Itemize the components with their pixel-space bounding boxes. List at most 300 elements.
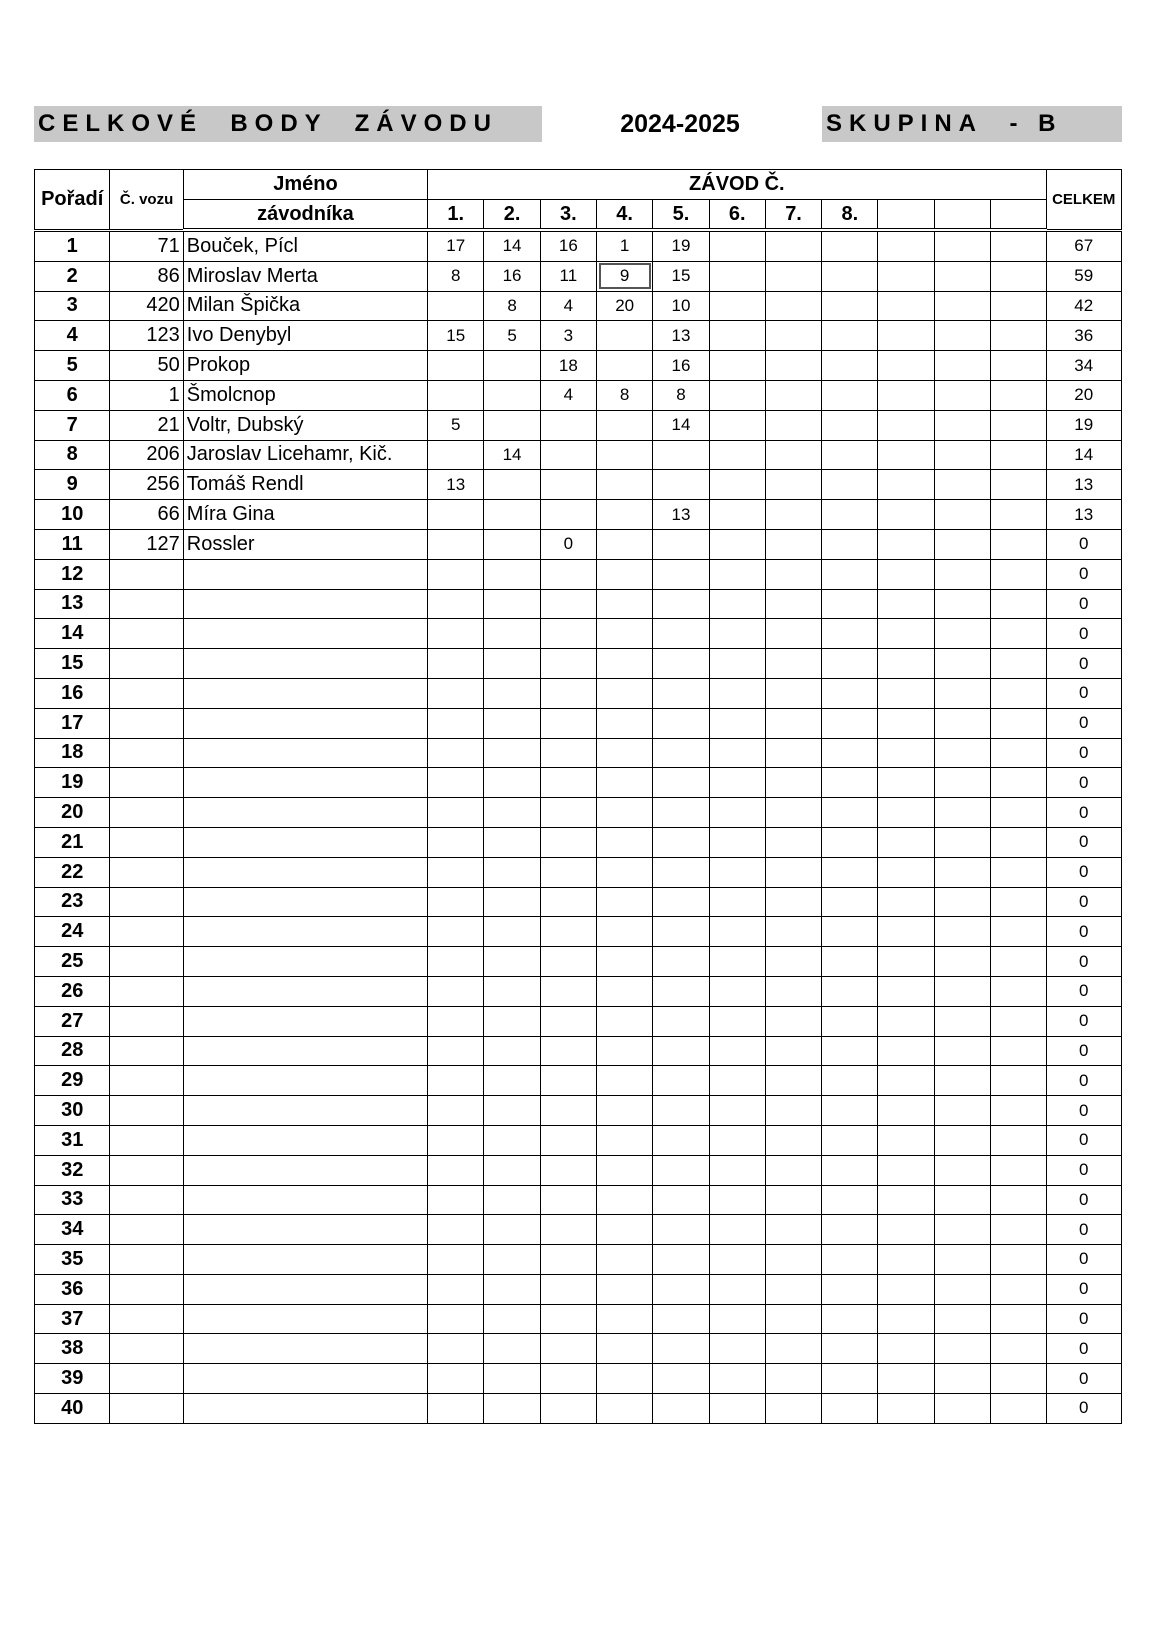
race-points-cell[interactable] [822,917,878,947]
race-points-cell[interactable] [709,1125,765,1155]
race-points-cell[interactable] [428,1304,484,1334]
race-points-cell[interactable] [428,768,484,798]
race-points-cell[interactable] [765,678,821,708]
race-points-cell[interactable]: 11 [540,261,596,291]
race-points-cell[interactable] [934,1364,990,1394]
race-points-cell[interactable] [765,976,821,1006]
race-points-cell[interactable] [991,1364,1046,1394]
race-points-cell[interactable] [540,798,596,828]
race-points-cell[interactable] [991,708,1046,738]
race-points-cell[interactable] [428,500,484,530]
race-points-cell[interactable]: 1 [597,230,653,261]
race-points-cell[interactable] [934,917,990,947]
race-points-cell[interactable] [878,738,934,768]
race-points-cell[interactable] [540,1066,596,1096]
car-number-cell[interactable] [110,947,183,977]
driver-name-cell[interactable] [183,1394,427,1424]
driver-name-cell[interactable]: Miroslav Merta [183,261,427,291]
driver-name-cell[interactable] [183,1304,427,1334]
race-points-cell[interactable] [597,1274,653,1304]
race-points-cell[interactable] [822,1215,878,1245]
driver-name-cell[interactable] [183,827,427,857]
race-points-cell[interactable] [484,798,540,828]
race-points-cell[interactable]: 14 [653,410,709,440]
car-number-cell[interactable] [110,798,183,828]
race-points-cell[interactable] [991,380,1046,410]
race-points-cell[interactable] [653,798,709,828]
race-points-cell[interactable] [765,351,821,381]
race-points-cell[interactable] [484,380,540,410]
driver-name-cell[interactable]: Rossler [183,529,427,559]
race-points-cell[interactable] [540,410,596,440]
race-points-cell[interactable] [822,649,878,679]
race-points-cell[interactable] [765,1155,821,1185]
race-points-cell[interactable] [765,738,821,768]
race-points-cell[interactable] [822,1006,878,1036]
race-points-cell[interactable] [428,1215,484,1245]
race-points-cell[interactable] [653,1334,709,1364]
car-number-cell[interactable]: 21 [110,410,183,440]
race-points-cell[interactable] [428,619,484,649]
race-points-cell[interactable] [991,1125,1046,1155]
race-points-cell[interactable] [428,917,484,947]
race-points-cell[interactable] [878,230,934,261]
race-points-cell[interactable] [878,351,934,381]
race-points-cell[interactable] [484,1364,540,1394]
car-number-cell[interactable]: 206 [110,440,183,470]
race-points-cell[interactable]: 13 [653,321,709,351]
driver-name-cell[interactable]: Míra Gina [183,500,427,530]
car-number-cell[interactable]: 420 [110,291,183,321]
race-points-cell[interactable] [765,529,821,559]
race-points-cell[interactable] [709,976,765,1006]
race-points-cell[interactable] [934,947,990,977]
race-points-cell[interactable] [822,1245,878,1275]
race-points-cell[interactable] [653,917,709,947]
driver-name-cell[interactable] [183,649,427,679]
race-points-cell[interactable] [484,619,540,649]
race-points-cell[interactable] [878,768,934,798]
race-points-cell[interactable] [540,738,596,768]
race-points-cell[interactable] [653,1066,709,1096]
race-points-cell[interactable] [653,559,709,589]
race-points-cell[interactable] [878,976,934,1006]
race-points-cell[interactable] [597,708,653,738]
race-points-cell[interactable] [991,589,1046,619]
race-points-cell[interactable] [484,738,540,768]
race-points-cell[interactable] [822,1036,878,1066]
driver-name-cell[interactable] [183,1006,427,1036]
race-points-cell[interactable] [428,827,484,857]
race-points-cell[interactable] [765,1334,821,1364]
race-points-cell[interactable] [428,1096,484,1126]
race-points-cell[interactable] [934,589,990,619]
race-points-cell[interactable] [822,1155,878,1185]
race-points-cell[interactable] [822,1066,878,1096]
race-points-cell[interactable] [709,230,765,261]
race-points-cell[interactable] [765,649,821,679]
race-points-cell[interactable] [765,500,821,530]
race-points-cell[interactable] [991,887,1046,917]
race-points-cell[interactable] [709,291,765,321]
race-points-cell[interactable] [540,1096,596,1126]
race-points-cell[interactable] [822,1304,878,1334]
race-points-cell[interactable] [597,1304,653,1334]
race-points-cell[interactable] [428,1394,484,1424]
race-points-cell[interactable] [934,500,990,530]
race-points-cell[interactable] [878,678,934,708]
race-points-cell[interactable] [822,768,878,798]
race-points-cell[interactable] [991,1096,1046,1126]
race-points-cell[interactable]: 15 [653,261,709,291]
car-number-cell[interactable] [110,738,183,768]
race-points-cell[interactable] [934,291,990,321]
race-points-cell[interactable] [991,470,1046,500]
race-points-cell[interactable] [822,887,878,917]
race-points-cell[interactable] [991,410,1046,440]
race-points-cell[interactable] [765,380,821,410]
car-number-cell[interactable] [110,857,183,887]
race-points-cell[interactable] [822,440,878,470]
race-points-cell[interactable] [597,1066,653,1096]
race-points-cell[interactable] [540,440,596,470]
race-points-cell[interactable] [709,708,765,738]
race-points-cell[interactable] [934,1245,990,1275]
race-points-cell[interactable] [428,738,484,768]
race-points-cell[interactable] [484,1245,540,1275]
race-points-cell[interactable] [428,351,484,381]
race-points-cell[interactable] [484,1274,540,1304]
race-points-cell[interactable] [597,1245,653,1275]
race-points-cell[interactable] [597,798,653,828]
race-points-cell[interactable] [597,947,653,977]
race-points-cell[interactable] [597,887,653,917]
race-points-cell[interactable] [540,1006,596,1036]
driver-name-cell[interactable] [183,619,427,649]
race-points-cell[interactable] [934,738,990,768]
race-points-cell[interactable] [934,619,990,649]
race-points-cell[interactable] [709,1304,765,1334]
race-points-cell[interactable] [934,1394,990,1424]
race-points-cell[interactable]: 10 [653,291,709,321]
race-points-cell[interactable] [653,589,709,619]
race-points-cell[interactable] [878,1155,934,1185]
race-points-cell[interactable] [653,738,709,768]
driver-name-cell[interactable]: Bouček, Pícl [183,230,427,261]
race-points-cell[interactable] [709,857,765,887]
race-points-cell[interactable] [822,827,878,857]
race-points-cell[interactable] [709,1215,765,1245]
race-points-cell[interactable] [934,529,990,559]
race-points-cell[interactable] [428,559,484,589]
race-points-cell[interactable] [934,470,990,500]
race-points-cell[interactable] [878,619,934,649]
race-points-cell[interactable] [540,887,596,917]
race-points-cell[interactable] [484,857,540,887]
race-points-cell[interactable] [653,857,709,887]
race-points-cell[interactable] [709,410,765,440]
race-points-cell[interactable] [878,1066,934,1096]
driver-name-cell[interactable] [183,1066,427,1096]
race-points-cell[interactable] [822,678,878,708]
race-points-cell[interactable] [765,708,821,738]
car-number-cell[interactable] [110,1066,183,1096]
race-points-cell[interactable] [709,321,765,351]
race-points-cell[interactable] [934,1215,990,1245]
race-points-cell[interactable] [540,1364,596,1394]
car-number-cell[interactable]: 127 [110,529,183,559]
race-points-cell[interactable] [653,619,709,649]
race-points-cell[interactable] [484,768,540,798]
race-points-cell[interactable] [709,947,765,977]
race-points-cell[interactable] [597,410,653,440]
race-points-cell[interactable] [484,410,540,440]
car-number-cell[interactable] [110,589,183,619]
race-points-cell[interactable] [878,947,934,977]
race-points-cell[interactable] [878,917,934,947]
race-points-cell[interactable] [878,1096,934,1126]
race-points-cell[interactable] [484,559,540,589]
driver-name-cell[interactable]: Milan Špička [183,291,427,321]
race-points-cell[interactable] [484,1155,540,1185]
race-points-cell[interactable] [934,976,990,1006]
race-points-cell[interactable] [597,559,653,589]
race-points-cell[interactable] [878,500,934,530]
race-points-cell[interactable] [597,827,653,857]
race-points-cell[interactable] [991,768,1046,798]
race-points-cell[interactable]: 5 [484,321,540,351]
race-points-cell[interactable] [765,1215,821,1245]
race-points-cell[interactable] [709,1334,765,1364]
race-points-cell[interactable] [878,857,934,887]
race-points-cell[interactable] [597,1155,653,1185]
race-points-cell[interactable] [428,1006,484,1036]
race-points-cell[interactable] [822,230,878,261]
race-points-cell[interactable] [765,1394,821,1424]
race-points-cell[interactable] [934,1096,990,1126]
race-points-cell[interactable] [597,1036,653,1066]
race-points-cell[interactable] [878,559,934,589]
race-points-cell[interactable] [428,440,484,470]
race-points-cell[interactable] [822,1125,878,1155]
car-number-cell[interactable] [110,1245,183,1275]
race-points-cell[interactable] [428,976,484,1006]
race-points-cell[interactable] [934,768,990,798]
race-points-cell[interactable] [765,230,821,261]
race-points-cell[interactable] [822,1096,878,1126]
race-points-cell[interactable] [991,678,1046,708]
race-points-cell[interactable] [765,470,821,500]
race-points-cell[interactable] [709,1394,765,1424]
race-points-cell[interactable] [878,1394,934,1424]
race-points-cell[interactable] [991,738,1046,768]
race-points-cell[interactable]: 8 [428,261,484,291]
race-points-cell[interactable] [428,380,484,410]
race-points-cell[interactable] [709,1006,765,1036]
race-points-cell[interactable] [653,768,709,798]
race-points-cell[interactable] [709,261,765,291]
race-points-cell[interactable]: 3 [540,321,596,351]
race-points-cell[interactable] [822,976,878,1006]
race-points-cell[interactable] [822,351,878,381]
race-points-cell[interactable] [991,230,1046,261]
race-points-cell[interactable] [709,827,765,857]
race-points-cell[interactable] [765,410,821,440]
race-points-cell[interactable] [540,1245,596,1275]
race-points-cell[interactable] [597,1185,653,1215]
race-points-cell[interactable] [765,559,821,589]
race-points-cell[interactable] [765,1036,821,1066]
race-points-cell[interactable]: 14 [484,230,540,261]
race-points-cell[interactable] [540,678,596,708]
race-points-cell[interactable] [540,947,596,977]
race-points-cell[interactable] [991,500,1046,530]
race-points-cell[interactable] [934,678,990,708]
race-points-cell[interactable] [934,351,990,381]
race-points-cell[interactable] [822,798,878,828]
race-points-cell[interactable] [709,619,765,649]
race-points-cell[interactable] [878,887,934,917]
driver-name-cell[interactable] [183,589,427,619]
race-points-cell[interactable] [765,1185,821,1215]
race-points-cell[interactable] [878,410,934,440]
race-points-cell[interactable] [540,1304,596,1334]
race-points-cell[interactable] [653,1155,709,1185]
race-points-cell[interactable] [709,500,765,530]
race-points-cell[interactable] [822,380,878,410]
driver-name-cell[interactable] [183,1036,427,1066]
race-points-cell[interactable] [484,976,540,1006]
race-points-cell[interactable] [765,917,821,947]
race-points-cell[interactable]: 14 [484,440,540,470]
race-points-cell[interactable] [991,1185,1046,1215]
race-points-cell[interactable] [878,1334,934,1364]
race-points-cell[interactable] [991,947,1046,977]
race-points-cell[interactable] [540,976,596,1006]
race-points-cell[interactable] [653,470,709,500]
race-points-cell[interactable] [934,321,990,351]
race-points-cell[interactable] [653,1185,709,1215]
race-points-cell[interactable] [822,1334,878,1364]
race-points-cell[interactable] [878,321,934,351]
driver-name-cell[interactable] [183,1155,427,1185]
race-points-cell[interactable] [765,321,821,351]
race-points-cell[interactable] [765,768,821,798]
race-points-cell[interactable] [709,1066,765,1096]
race-points-cell[interactable] [878,1125,934,1155]
race-points-cell[interactable] [597,500,653,530]
driver-name-cell[interactable]: Šmolcnop [183,380,427,410]
race-points-cell[interactable] [540,649,596,679]
race-points-cell[interactable] [597,976,653,1006]
race-points-cell[interactable] [991,1155,1046,1185]
driver-name-cell[interactable] [183,738,427,768]
race-points-cell[interactable] [653,827,709,857]
race-points-cell[interactable] [822,261,878,291]
race-points-cell[interactable] [765,1125,821,1155]
race-points-cell[interactable] [653,1096,709,1126]
race-points-cell[interactable]: 17 [428,230,484,261]
race-points-cell[interactable] [991,798,1046,828]
race-points-cell[interactable] [597,1394,653,1424]
race-points-cell[interactable] [540,1125,596,1155]
race-points-cell[interactable] [991,619,1046,649]
race-points-cell[interactable]: 15 [428,321,484,351]
race-points-cell[interactable] [934,1036,990,1066]
race-points-cell[interactable] [709,917,765,947]
driver-name-cell[interactable] [183,917,427,947]
race-points-cell[interactable] [653,649,709,679]
race-points-cell[interactable] [878,261,934,291]
car-number-cell[interactable] [110,559,183,589]
race-points-cell[interactable] [428,678,484,708]
race-points-cell[interactable] [597,1006,653,1036]
race-points-cell[interactable] [765,947,821,977]
race-points-cell[interactable]: 8 [484,291,540,321]
race-points-cell[interactable] [709,1096,765,1126]
race-points-cell[interactable] [934,827,990,857]
race-points-cell[interactable] [597,738,653,768]
car-number-cell[interactable] [110,678,183,708]
race-points-cell[interactable] [428,857,484,887]
race-points-cell[interactable] [765,887,821,917]
race-points-cell[interactable] [428,1185,484,1215]
race-points-cell[interactable] [597,440,653,470]
race-points-cell[interactable] [597,589,653,619]
driver-name-cell[interactable] [183,1185,427,1215]
race-points-cell[interactable] [991,559,1046,589]
race-points-cell[interactable] [653,708,709,738]
race-points-cell[interactable] [878,827,934,857]
race-points-cell[interactable] [765,798,821,828]
car-number-cell[interactable] [110,1185,183,1215]
race-points-cell[interactable] [991,1245,1046,1275]
race-points-cell[interactable] [653,1215,709,1245]
race-points-cell[interactable] [934,380,990,410]
car-number-cell[interactable] [110,1304,183,1334]
race-points-cell[interactable] [653,887,709,917]
race-points-cell[interactable] [653,678,709,708]
race-points-cell[interactable] [822,1394,878,1424]
driver-name-cell[interactable] [183,857,427,887]
car-number-cell[interactable] [110,1274,183,1304]
race-points-cell[interactable] [597,321,653,351]
car-number-cell[interactable] [110,1155,183,1185]
race-points-cell[interactable]: 8 [653,380,709,410]
car-number-cell[interactable] [110,827,183,857]
driver-name-cell[interactable] [183,708,427,738]
race-points-cell[interactable] [484,1036,540,1066]
race-points-cell[interactable] [878,470,934,500]
race-points-cell[interactable] [484,887,540,917]
race-points-cell[interactable] [765,440,821,470]
race-points-cell[interactable] [822,1185,878,1215]
race-points-cell[interactable] [934,410,990,440]
race-points-cell[interactable] [991,649,1046,679]
driver-name-cell[interactable] [183,1334,427,1364]
race-points-cell[interactable] [540,827,596,857]
race-points-cell[interactable] [484,1096,540,1126]
race-points-cell[interactable] [934,1155,990,1185]
race-points-cell[interactable] [765,1364,821,1394]
race-points-cell[interactable] [709,470,765,500]
driver-name-cell[interactable] [183,1096,427,1126]
race-points-cell[interactable]: 4 [540,291,596,321]
race-points-cell[interactable] [428,1155,484,1185]
race-points-cell[interactable] [822,947,878,977]
race-points-cell[interactable] [991,440,1046,470]
race-points-cell[interactable]: 9 [597,261,653,291]
